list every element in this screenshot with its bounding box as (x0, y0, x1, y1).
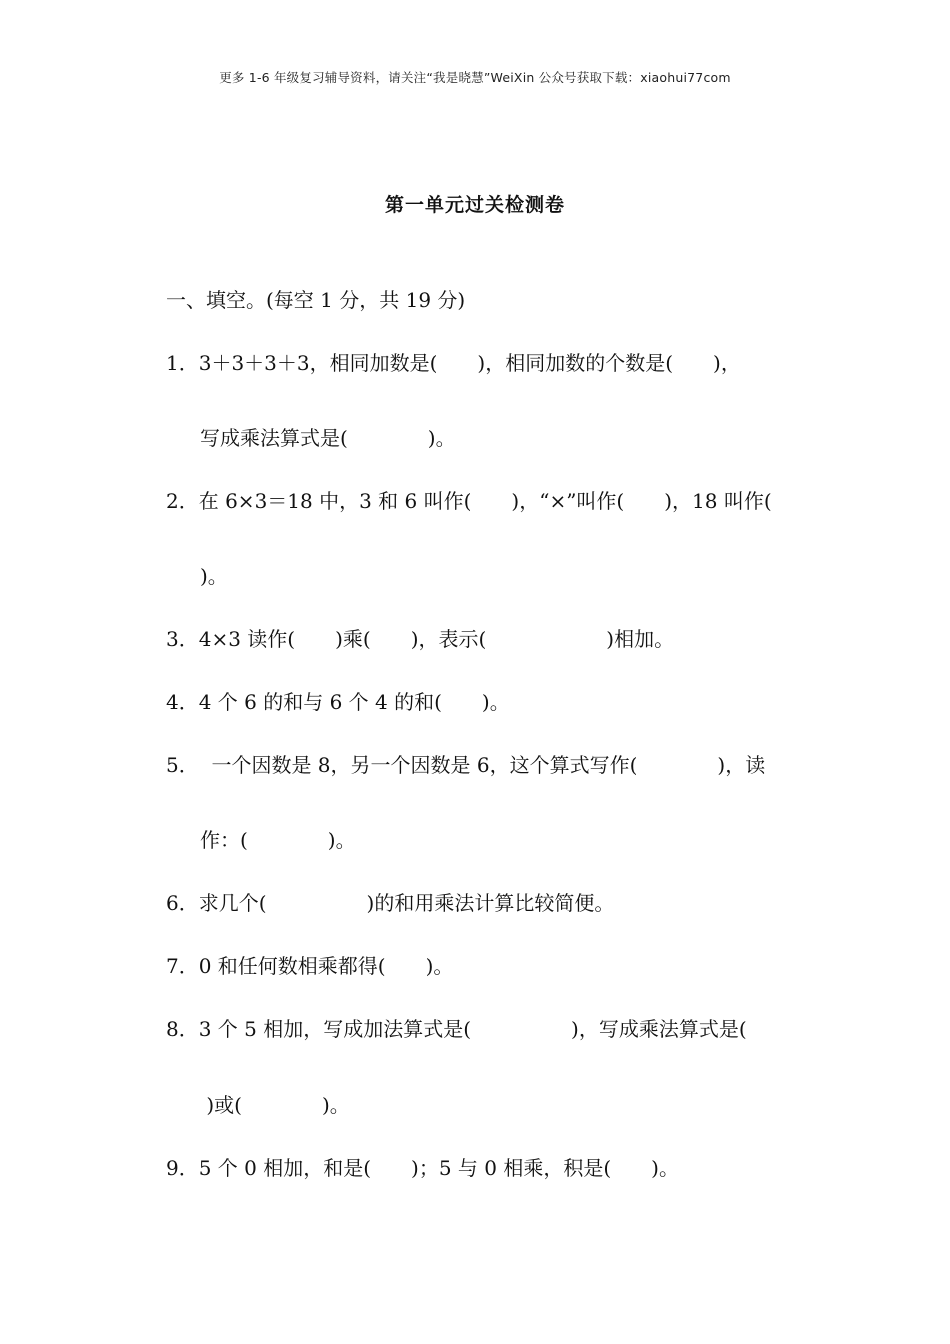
question-5-line-2: 作：( )。 (200, 828, 356, 852)
question-8-line-1: 8．3 个 5 相加，写成加法算式是( )，写成乘法算式是( (166, 1017, 747, 1041)
question-5-line-1: 5． 一个因数是 8，另一个因数是 6，这个算式写作( )，读 (166, 753, 766, 777)
question-8-line-2: )或( )。 (200, 1093, 350, 1117)
question-1-line-2: 写成乘法算式是( )。 (200, 426, 456, 450)
question-6: 6．求几个( )的和用乘法计算比较简便。 (166, 891, 615, 915)
header-note: 更多 1-6 年级复习辅导资料，请关注“我是晓慧”WeiXin 公众号获取下载：xiaohui77com (219, 70, 731, 85)
section-heading: 一、填空。(每空 1 分，共 19 分) (166, 288, 466, 312)
question-2-line-1: 2．在 6×3＝18 中，3 和 6 叫作( )，“×”叫作( )，18 叫作( (166, 489, 772, 513)
question-3: 3．4×3 读作( )乘( )，表示( )相加。 (166, 627, 675, 651)
question-4: 4．4 个 6 的和与 6 个 4 的和( )。 (166, 690, 510, 714)
question-1-line-1: 1．3＋3＋3＋3，相同加数是( )，相同加数的个数是( )， (166, 351, 741, 375)
question-9: 9．5 个 0 相加，和是( )；5 与 0 相乘，积是( )。 (166, 1156, 679, 1180)
question-2-line-2: )。 (200, 564, 228, 588)
page-title: 第一单元过关检测卷 (384, 194, 565, 216)
question-7: 7．0 和任何数相乘都得( )。 (166, 954, 454, 978)
